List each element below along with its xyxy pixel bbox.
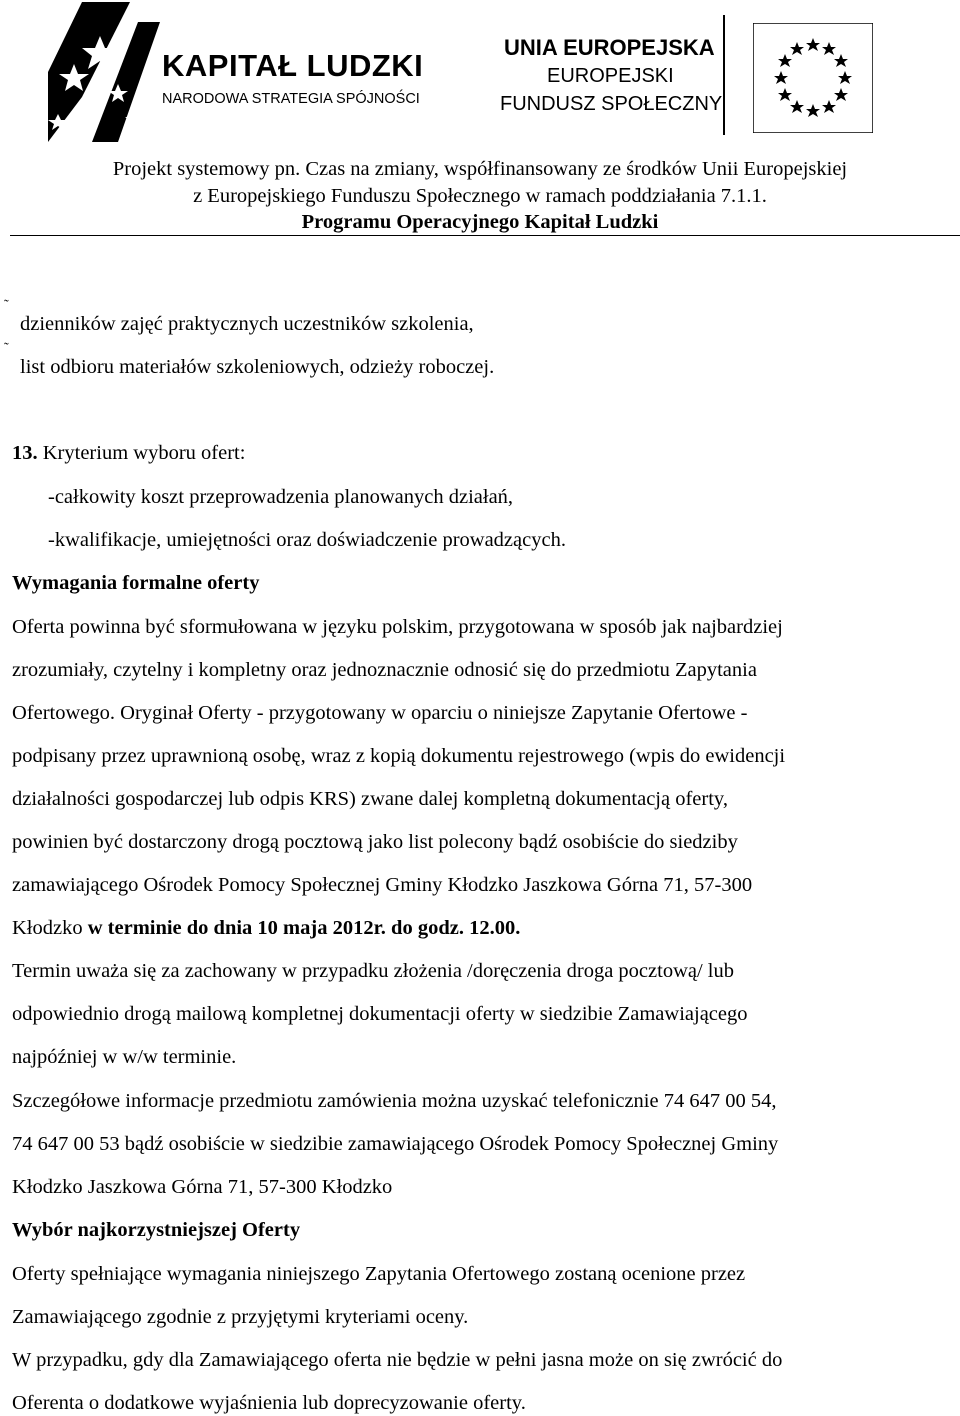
paragraph-line: Kłodzko Jaszkowa Górna 71, 57-300 Kłodzko	[12, 1176, 393, 1198]
criterion-item: -kwalifikacje, umiejętności oraz doświadczenie prowadzących.	[48, 529, 566, 551]
formal-requirements-heading: Wymagania formalne oferty	[12, 572, 260, 594]
paragraph-line: W przypadku, gdy dla Zamawiającego oferta nie będzie w pełni jasna może on się zwrócić do	[12, 1349, 783, 1371]
bullet-item: dzienników zajęć praktycznych uczestników szkolenia,	[20, 313, 474, 335]
paragraph-line: Szczegółowe informacje przedmiotu zamówienia można uzyskać telefonicznie 74 647 00 54,	[12, 1090, 777, 1112]
paragraph-line: odpowiednio drogą mailową kompletnej dokumentacji oferty w siedzibie Zamawiającego	[12, 1003, 748, 1025]
paragraph-line: najpóźniej w w/w terminie.	[12, 1046, 237, 1068]
paragraph-line: Oferty spełniające wymagania niniejszego Zapytania Ofertowego zostaną ocenione przez	[12, 1263, 746, 1285]
best-offer-heading: Wybór najkorzystniejszej Oferty	[12, 1219, 301, 1241]
criterion-item: -całkowity koszt przeprowadzenia planowanych działań,	[48, 486, 514, 508]
paragraph-line: Oferta powinna być sformułowana w języku polskim, przygotowana w sposób jak najbardziej	[12, 616, 783, 638]
paragraph-line: Zamawiającego zgodnie z przyjętymi kryteriami oceny.	[12, 1306, 469, 1328]
project-line-1: Projekt systemowy pn. Czas na zmiany, współfinansowany ze środków Unii Europejskiej	[112, 158, 848, 180]
eu-line-2: EUROPEJSKI	[547, 65, 674, 87]
eu-line-1: UNIA EUROPEJSKA	[504, 35, 715, 60]
eu-logo	[495, 15, 875, 135]
paragraph-line: zrozumiały, czytelny i kompletny oraz jednoznacznie odnosić się do przedmiotu Zapytania	[12, 659, 757, 681]
section-13-title: Kryterium wyboru ofert:	[37, 442, 246, 464]
paragraph-line: działalności gospodarczej lub odpis KRS) zwane dalej kompletną dokumentacją oferty,	[12, 788, 728, 810]
kapital-ludzki-logo	[48, 2, 428, 142]
paragraph-line: zamawiającego Ośrodek Pomocy Społecznej Gminy Kłodzko Jaszkowa Górna 71, 57-300	[12, 874, 753, 896]
section-13-heading	[12, 440, 245, 466]
paragraph-line: Ofertowego. Oryginał Oferty - przygotowany w oparciu o niniejsze Zapytanie Ofertowe -	[12, 702, 748, 724]
deadline-line	[12, 915, 520, 941]
eu-flag-stars-icon	[753, 23, 873, 133]
deadline-prefix: Kłodzko	[12, 917, 88, 939]
paragraph-line: powinien być dostarczony drogą pocztową jako list polecony bądź osobiście do siedziby	[12, 831, 738, 853]
kapital-ludzki-emblem-icon	[48, 2, 160, 142]
paragraph-line: 74 647 00 53 bądź osobiście w siedzibie zamawiającego Ośrodek Pomocy Społecznej Gminy	[12, 1133, 779, 1155]
section-13-number: 13.	[12, 442, 38, 464]
bullet-marker: ˜	[4, 298, 9, 313]
header-divider	[10, 235, 960, 236]
eu-line-3: FUNDUSZ SPOŁECZNY	[500, 93, 723, 115]
paragraph-line: Oferenta o dodatkowe wyjaśnienia lub doprecyzowanie oferty.	[12, 1392, 526, 1414]
project-line-3: Programu Operacyjnego Kapitał Ludzki	[301, 211, 659, 233]
paragraph-line: podpisany przez uprawnioną osobę, wraz z kopią dokumentu rejestrowego (wpis do ewidencji	[12, 745, 786, 767]
document-header	[0, 0, 960, 240]
paragraph-line: Termin uważa się za zachowany w przypadku złożenia /doręczenia droga pocztową/ lub	[12, 960, 734, 982]
bullet-marker: ˜	[4, 341, 9, 356]
deadline-date: w terminie do dnia 10 maja 2012r. do godz. 12.00.	[87, 917, 521, 939]
kapital-ludzki-title: KAPITAŁ LUDZKI	[162, 48, 424, 83]
eu-logo-divider	[723, 15, 725, 135]
kapital-ludzki-subtitle: NARODOWA STRATEGIA SPÓJNOŚCI	[162, 91, 420, 107]
project-line-2: z Europejskiego Funduszu Społecznego w ramach poddziałania 7.1.1.	[193, 185, 767, 207]
bullet-item: list odbioru materiałów szkoleniowych, odzieży roboczej.	[20, 356, 495, 378]
